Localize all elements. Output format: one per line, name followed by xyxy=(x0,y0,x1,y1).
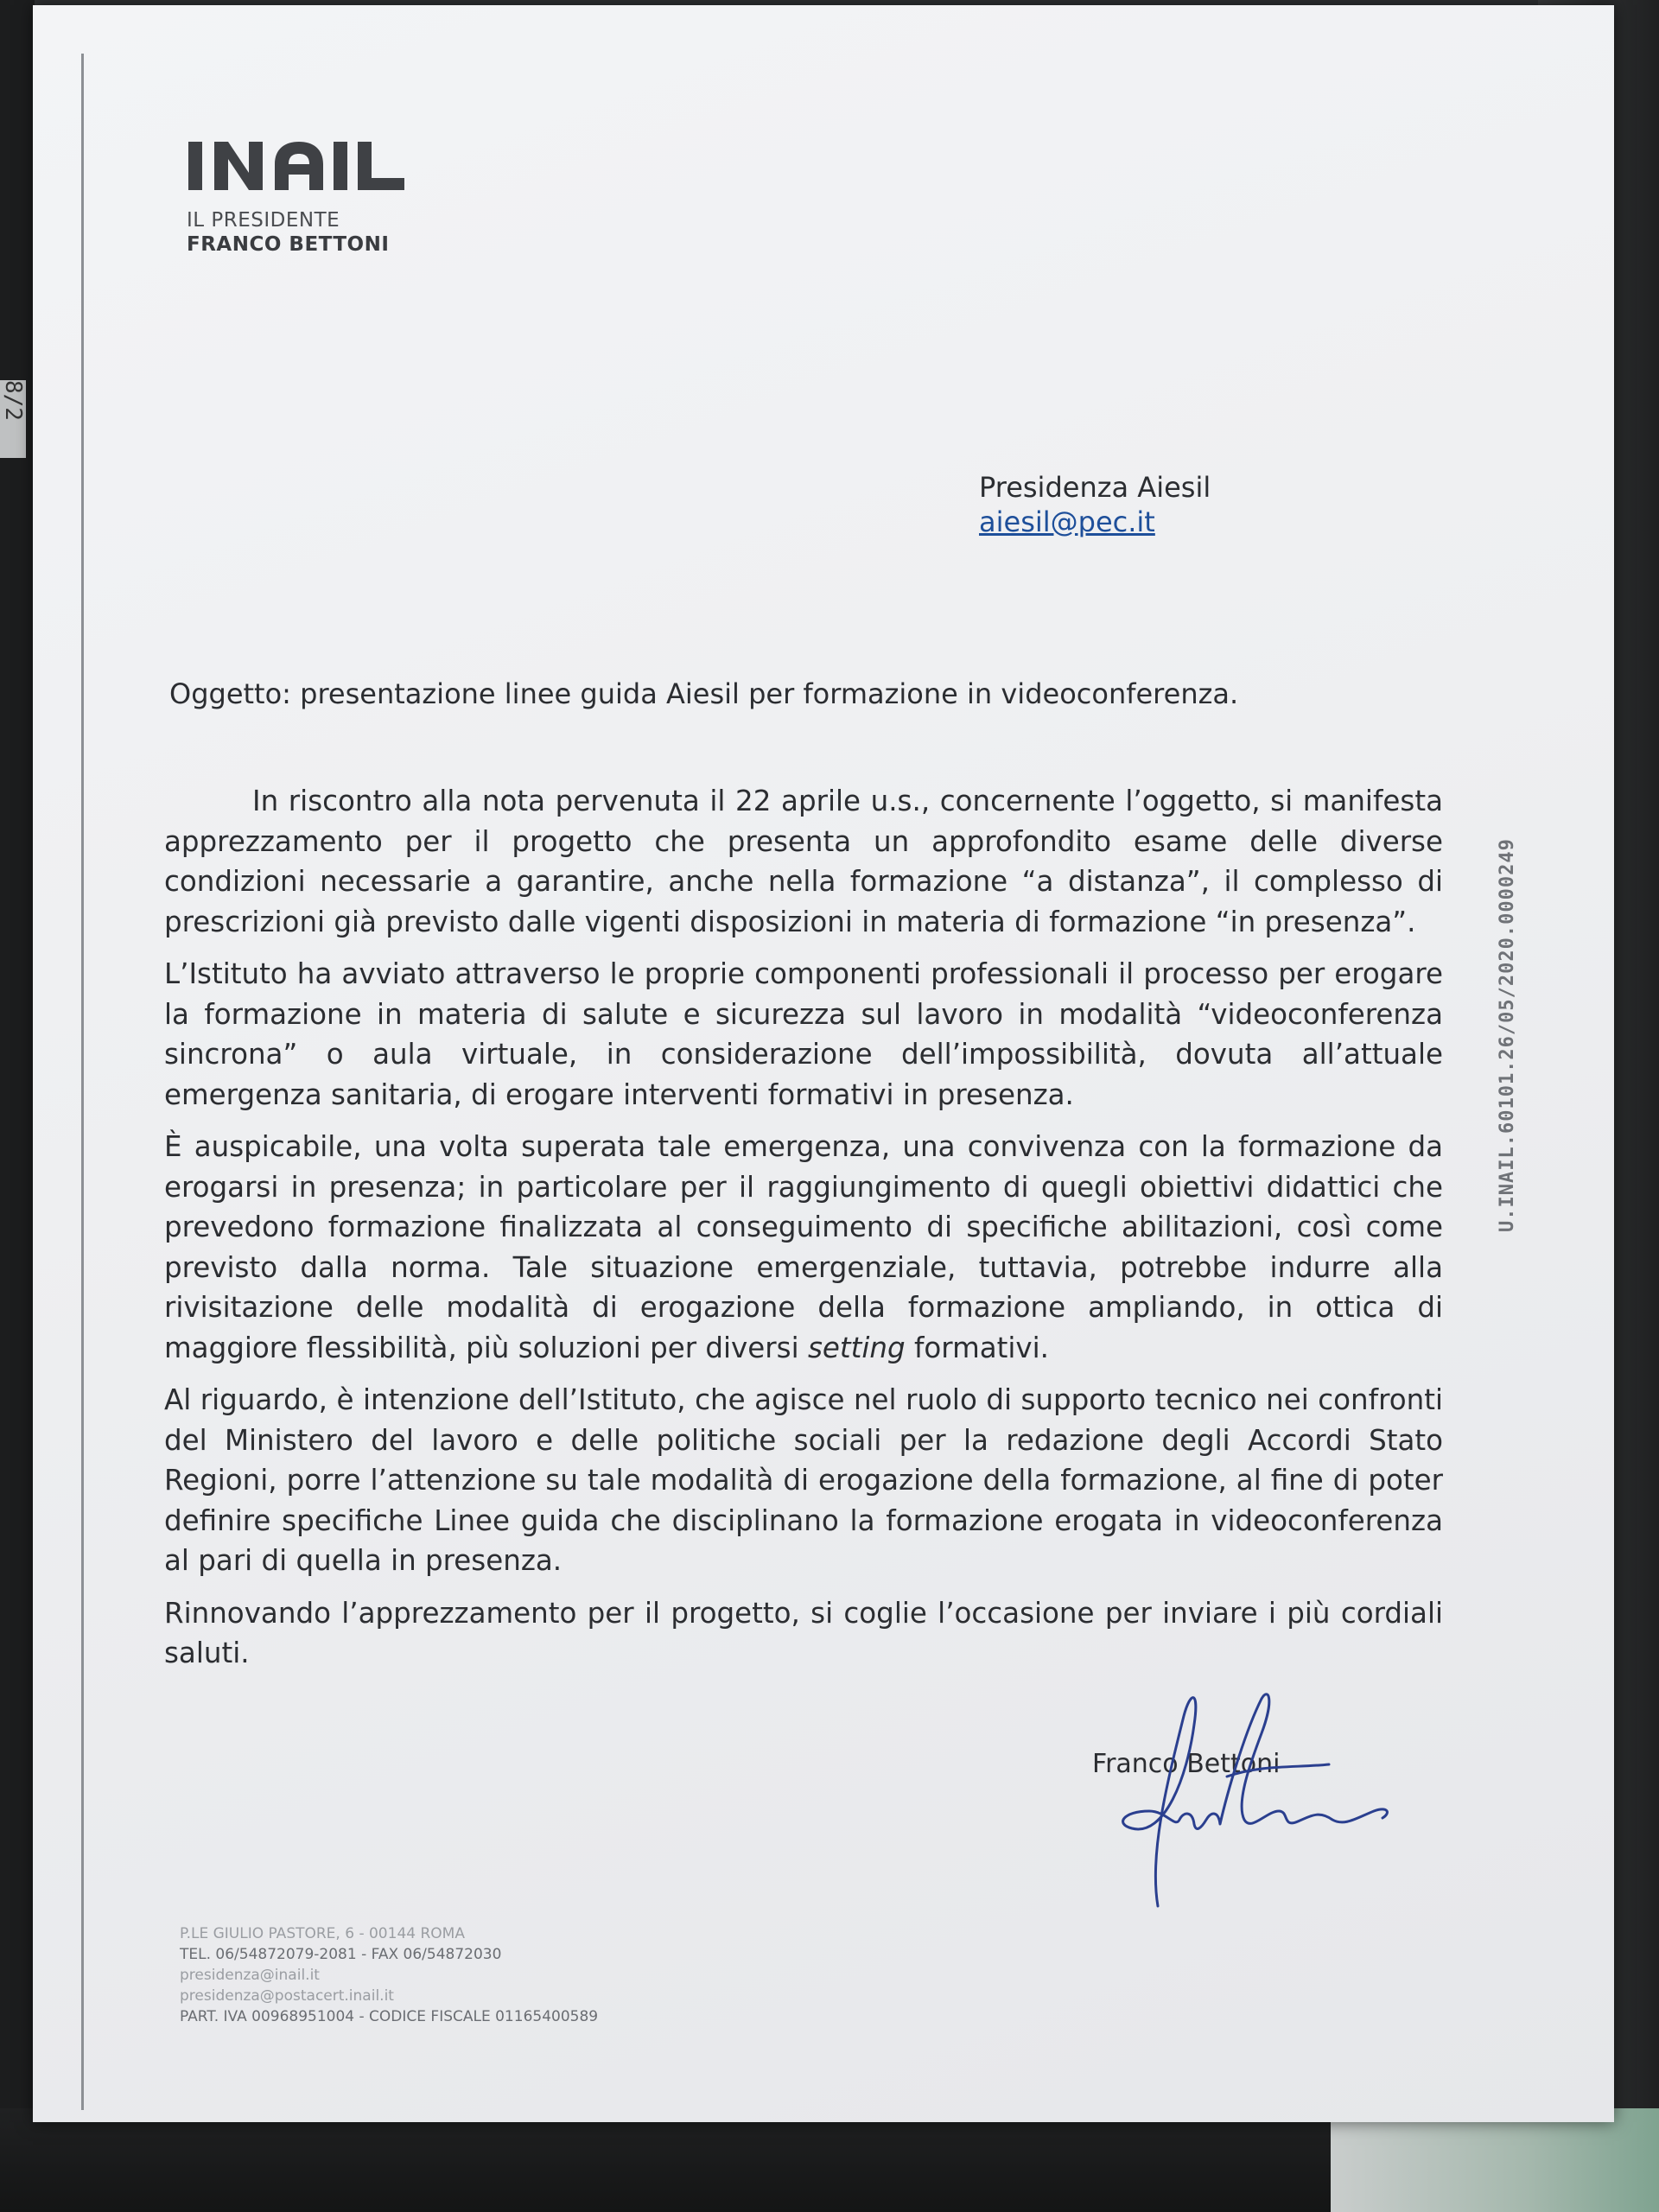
president-name: FRANCO BETTONI xyxy=(187,233,390,256)
letter-sheet xyxy=(33,5,1614,2122)
footer-contacts xyxy=(180,1923,598,2027)
recipient-email-link[interactable]: aiesil@pec.it xyxy=(979,505,1155,538)
footer-vat: PART. IVA 00968951004 - CODICE FISCALE 01165400589 xyxy=(180,2008,599,2025)
inail-logo xyxy=(188,135,456,199)
letter-body xyxy=(164,781,1443,1686)
paragraph-1: In riscontro alla nota pervenuta il 22 aprile u.s., concernente l’oggetto, si manifesta apprezzamento per il progetto che presenta un approfondito esame delle diverse condizioni necessarie a garantire, anche nella formazione “a distanza”, il complesso di prescrizioni già previsto dalle vigenti disposizioni in materia di formazione “in presenza”. xyxy=(164,785,1443,938)
paragraph-3-text: È auspicabile, una volta superata tale emergenza, una convivenza con la formazione da erogarsi in presenza; in particolare per il raggiungimento di quegli obiettivi didattici che prevedono formazione finalizzata al conseguimento di specifiche abilitazioni, così come previsto dalla norma. Tale situazione emergenziale, tuttavia, potrebbe indurre alla rivisitazione delle modalità di erogazione della formazione ampliando, in ottica di maggiore flessibilità, più soluzioni per diversi xyxy=(164,1130,1443,1364)
paragraph-3-italic: setting xyxy=(807,1331,906,1364)
background-left xyxy=(0,0,35,2212)
paragraph-4: Al riguardo, è intenzione dell’Istituto, che agisce nel ruolo di supporto tecnico nei confronti del Ministero del lavoro e delle politiche sociali per la redazione degli Accordi Stato Regioni, porre l’attenzione su tale modalità di erogazione della formazione, al fine di poter definire specifiche Linee guida che disciplinano la formazione erogata in videoconferenza al pari di quella in presenza. xyxy=(164,1383,1443,1577)
paragraph-3-end: formativi. xyxy=(905,1331,1050,1364)
subject-line: Oggetto: presentazione linee guida Aiesil per formazione in videoconferenza. xyxy=(169,677,1239,710)
margin-line xyxy=(81,54,84,2110)
background-bottom-right xyxy=(1331,2108,1659,2212)
protocol-stamp: U.INAIL.60101.26/05/2020.0000249 xyxy=(1497,838,1518,1232)
signer-name: Franco Bettoni xyxy=(1092,1749,1281,1779)
inail-logo-mark xyxy=(188,135,456,195)
paragraph-3 xyxy=(164,1127,1443,1368)
president-title: IL PRESIDENTE xyxy=(187,209,340,232)
background-side-tag: 8/2 xyxy=(0,380,26,458)
recipient-name: Presidenza Aiesil xyxy=(979,471,1211,504)
footer-phone: TEL. 06/54872079-2081 - FAX 06/54872030 xyxy=(180,1946,502,1963)
recipient-block xyxy=(979,470,1211,539)
handwritten-signature xyxy=(1097,1681,1408,1923)
paragraph-5: Rinnovando l’apprezzamento per il progetto, si coglie l’occasione per inviare i più cordiali saluti. xyxy=(164,1596,1443,1669)
footer-email: presidenza@inail.it xyxy=(180,1967,320,1984)
paragraph-2: L’Istituto ha avviato attraverso le proprie componenti professionali il processo per erogare la formazione in materia di salute e sicurezza sul lavoro in modalità “videoconferenza sincrona” o aula virtuale, in considerazione dell’impossibilità, dovuta all’attuale emergenza sanitaria, di erogare interventi formativi in presenza. xyxy=(164,957,1443,1111)
footer-address: P.LE GIULIO PASTORE, 6 - 00144 ROMA xyxy=(180,1925,465,1942)
footer-pec: presidenza@postacert.inail.it xyxy=(180,1987,394,2005)
